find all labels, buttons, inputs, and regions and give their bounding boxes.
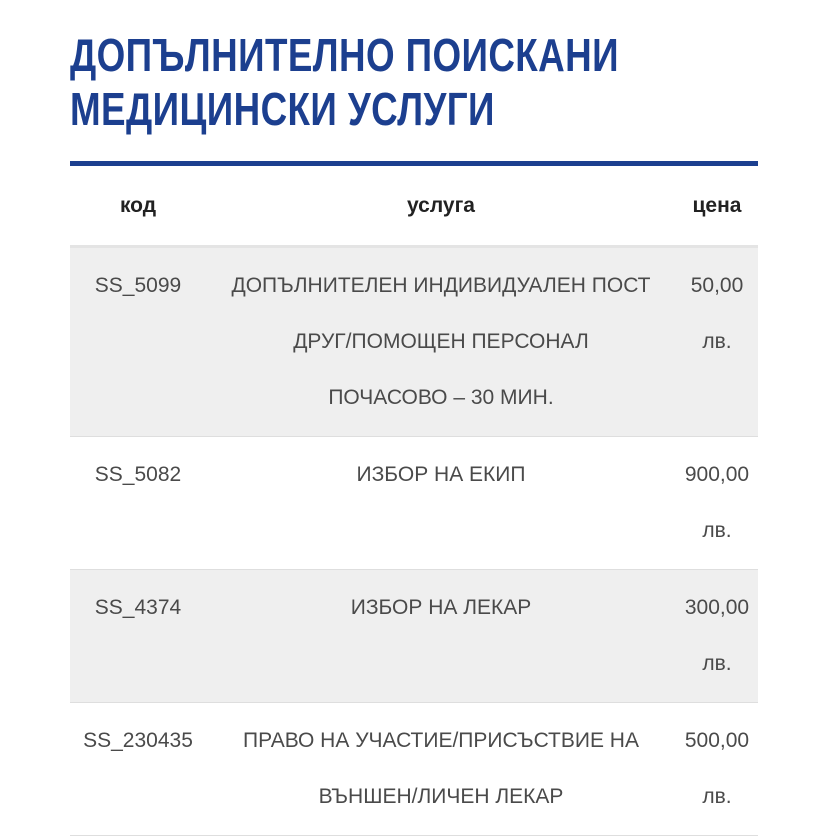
table-row: [70, 570, 758, 703]
row-service: [206, 247, 676, 437]
row-code: SS_5099: [70, 247, 206, 437]
row-code: SS_5082: [70, 437, 206, 570]
page-title-line1: ДОПЪЛНИТЕЛНО ПОИСКАНИ: [70, 29, 619, 81]
table-row: [70, 437, 758, 570]
row-code: SS_4374: [70, 570, 206, 703]
table-header-row: [70, 166, 758, 247]
header-code: код: [70, 166, 206, 247]
row-service: [206, 703, 676, 836]
services-table: [70, 166, 758, 836]
header-service: услуга: [206, 166, 676, 247]
header-price: цена: [676, 166, 758, 247]
row-price: 900,00 лв.: [676, 437, 758, 570]
table-row: [70, 703, 758, 836]
row-service: [206, 570, 676, 703]
row-service-text: ИЗБОР НА ЕКИП: [356, 463, 526, 486]
page-title-line2: МЕДИЦИНСКИ УСЛУГИ: [70, 83, 495, 135]
table-row: [70, 247, 758, 437]
row-price: 300,00 лв.: [676, 570, 758, 703]
row-service: [206, 437, 676, 570]
row-code: SS_230435: [70, 703, 206, 836]
page-title: [70, 28, 620, 136]
content-area: [70, 28, 758, 808]
row-price: 50,00 лв.: [676, 247, 758, 437]
row-service-text: ИЗБОР НА ЛЕКАР: [350, 596, 532, 619]
row-service-text: ПРАВО НА УЧАСТИЕ/ПРИСЪСТВИЕ НА ВЪНШЕН/ЛИЧЕН ЛЕКАР: [243, 729, 639, 808]
row-service-text: ДОПЪЛНИТЕЛЕН ИНДИВИДУАЛЕН ПОСТ ДРУГ/ПОМОЩЕН ПЕРСОНАЛ ПОЧАСОВО – 30 МИН.: [231, 274, 651, 409]
row-price: 500,00 лв.: [676, 703, 758, 836]
